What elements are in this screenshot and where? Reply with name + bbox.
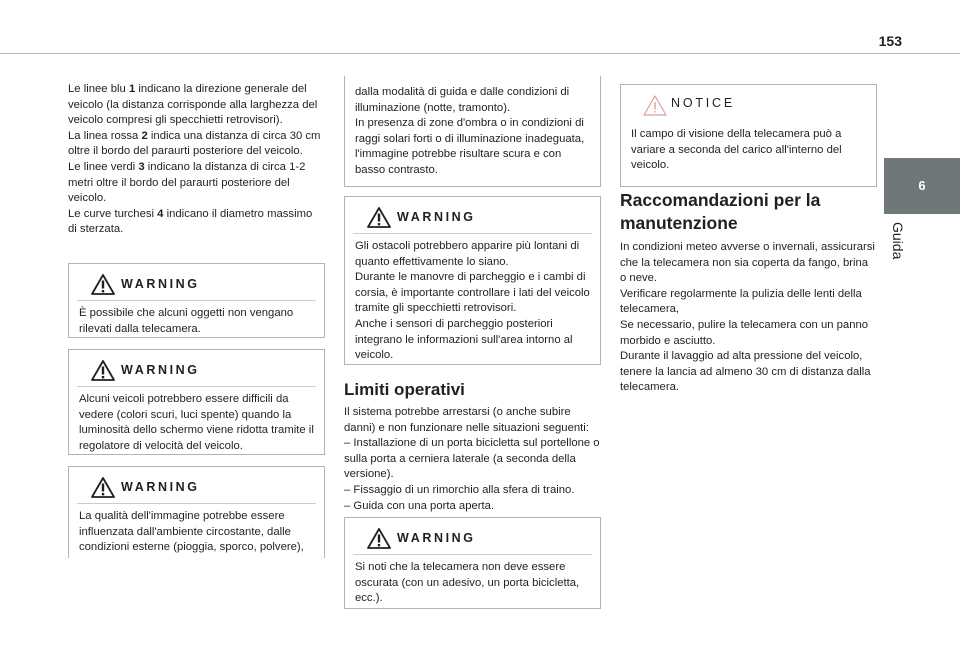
warning-text: La qualità dell'immagine potrebbe essere influenzata dall'ambiente circostante, dalle condizioni esterne (pioggia, sporco, polvere), bbox=[79, 510, 304, 554]
divider bbox=[77, 386, 316, 387]
notice-icon bbox=[643, 95, 667, 116]
text-run: indica una distanza di circa 30 cm oltre il bordo del paraurti posteriore del veicolo. bbox=[68, 129, 321, 158]
warning-text: Si noti che la telecamera non deve essere oscurata (con un adesivo, un porta bicicletta, ecc.). bbox=[355, 561, 580, 605]
intro-paragraph bbox=[68, 207, 324, 238]
column-1 bbox=[68, 82, 324, 238]
notice-box bbox=[620, 84, 877, 187]
warning-box bbox=[344, 517, 601, 609]
warning-text: È possibile che alcuni oggetti non vengano rilevati dalla telecamera. bbox=[79, 307, 294, 335]
warning-line: Gli ostacoli potrebbero apparire più lontani di quanto effettivamente lo siano. bbox=[355, 240, 580, 268]
text-run: Le curve turchesi bbox=[68, 207, 158, 220]
warning-title: WARNING bbox=[121, 480, 200, 494]
divider bbox=[77, 300, 316, 301]
section-heading: Raccomandazioni per la manutenzione bbox=[620, 190, 821, 233]
callout-number: 2 bbox=[141, 129, 148, 142]
page-number: 153 bbox=[878, 33, 902, 49]
limits-line: – Fissaggio di un rimorchio alla sfera di traino. bbox=[344, 483, 575, 496]
warning-box-continued bbox=[344, 76, 601, 187]
warning-icon bbox=[367, 207, 391, 228]
maintenance-line: Durante il lavaggio ad alta pressione del veicolo, tenere la lancia ad almeno 30 cm di distanza dalla telecamera. bbox=[620, 350, 871, 394]
maintenance-line: Verificare regolarmente la pulizia delle lenti della telecamera, bbox=[620, 287, 862, 316]
text-run: La linea rossa bbox=[68, 129, 142, 142]
warning-continued-text bbox=[345, 76, 600, 189]
intro-paragraph bbox=[68, 160, 324, 207]
notice-text: Il campo di visione della telecamera può a variare a seconda del carico all'interno del veicolo. bbox=[631, 128, 842, 172]
warning-box bbox=[68, 349, 325, 455]
divider bbox=[353, 233, 592, 234]
warning-text bbox=[345, 235, 600, 374]
limits-line: Il sistema potrebbe arrestarsi (o anche subire danni) e non funzionare nelle situazioni seguenti: bbox=[344, 406, 589, 434]
chapter-label bbox=[888, 222, 908, 282]
warning-title: WARNING bbox=[121, 277, 200, 291]
callout-number: 4 bbox=[157, 207, 164, 220]
warning-box bbox=[344, 196, 601, 365]
warning-icon bbox=[367, 528, 391, 549]
intro-paragraph bbox=[68, 129, 324, 160]
maintenance-line: In condizioni meteo avverse o invernali, assicurarsi che la telecamera non sia coperta da fango, brina o neve. bbox=[620, 241, 875, 285]
callout-number: 3 bbox=[138, 160, 145, 173]
divider bbox=[77, 503, 316, 504]
section-heading: Limiti operativi bbox=[344, 380, 465, 399]
warning-line: Durante le manovre di parcheggio e i cambi di corsia, è importante controllare i lati del veicolo tramite gli specchietti retrovisori. bbox=[355, 271, 590, 315]
text-run: indicano la distanza di circa 1-2 metri oltre il bordo del paraurti posteriore del veicolo. bbox=[68, 160, 306, 205]
text-run: Le linee verdi bbox=[68, 160, 139, 173]
warning-line: Anche i sensori di parcheggio posteriori integrano le informazioni sull'area intorno al veicolo. bbox=[355, 317, 573, 362]
warning-box bbox=[68, 466, 325, 558]
maintenance-line: Se necessario, pulire la telecamera con un panno morbido e asciutto. bbox=[620, 318, 869, 347]
notice-title: NOTICE bbox=[671, 96, 736, 110]
warning-title: WARNING bbox=[397, 531, 476, 545]
divider bbox=[353, 554, 592, 555]
limits-line: – Guida con una porta aperta. bbox=[344, 499, 495, 512]
warning-continued-line: In presenza di zone d'ombra o in condizioni di raggi solari forti o di illuminazione inadeguata, l'immagine potrebbe risultare scura e con basso contrasto. bbox=[355, 117, 585, 176]
chapter-tab[interactable]: 6 bbox=[884, 158, 960, 214]
warning-icon bbox=[91, 477, 115, 498]
warning-title: WARNING bbox=[397, 210, 476, 224]
limits-line: – Installazione di un porta bicicletta sul portellone o sulla porta a cerniera laterale (a seconda della versione). bbox=[344, 437, 600, 481]
warning-icon bbox=[91, 360, 115, 381]
warning-continued-line: dalla modalità di guida e dalle condizioni di illuminazione (notte, tramonto). bbox=[355, 86, 570, 114]
warning-text: Alcuni veicoli potrebbero essere difficili da vedere (colori scuri, luci spente) quando la luminosità dello schermo viene ridotta tramite il regolatore di velocità del veicolo. bbox=[79, 393, 314, 452]
limits-section bbox=[344, 379, 600, 514]
intro-paragraph bbox=[68, 82, 324, 129]
callout-number: 1 bbox=[128, 83, 136, 95]
text-run: indicano il diametro massimo di sterzata. bbox=[68, 207, 313, 236]
header-rule bbox=[0, 53, 960, 54]
text-run: indicano la direzione generale del veicolo (la distanza corrisponde alla larghezza del veicolo compresi gli specchietti retrovisori). bbox=[68, 83, 318, 127]
warning-icon bbox=[91, 274, 115, 295]
text-run: Le linee blu bbox=[68, 83, 129, 95]
intro-text bbox=[68, 82, 324, 238]
warning-title: WARNING bbox=[121, 363, 200, 377]
chapter-label-text: Guida bbox=[890, 222, 906, 260]
warning-box bbox=[68, 263, 325, 338]
maintenance-section bbox=[620, 189, 876, 396]
